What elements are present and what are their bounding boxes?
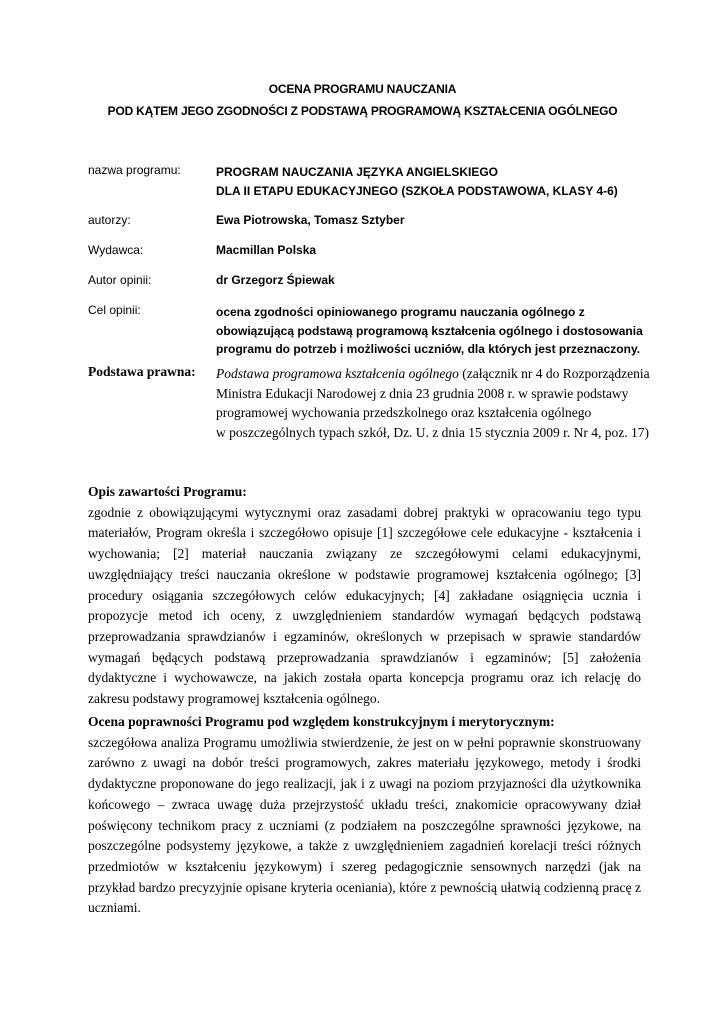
- program-name-line-2: DLA II ETAPU EDUKACYJNEGO (SZKOŁA PODSTAWOWA, KLASY 4-6): [216, 183, 618, 198]
- legal-basis-label: Podstawa prawna:: [88, 364, 196, 379]
- opinion-author-label: Autor opinii:: [88, 273, 152, 287]
- program-name-line-1: PROGRAM NAUCZANIA JĘZYKA ANGIELSKIEGO: [216, 165, 499, 179]
- goal-line-1: ocena zgodności opiniowanego programu nauczania ogólnego z: [216, 305, 585, 319]
- contents-section-body: zgodnie z obowiązującymi wytycznymi oraz zasadami dobrej praktyki w opracowaniu tego typu materiałów, Program określa i szczegółowo opisuje [1] szczegółowe cele edukacyjne - kształcenia i wychowania; [2] materiał nauczania związany ze szczegółowymi celami edukacyjnymi, uwzględniający treści nauczania określone w podstawie programowej kształcenia ogólnego; [3] procedury osiągania szczegółowych celów edukacyjnych; [4] zakładane osiągnięcia ucznia i propozycje metod ich oceny, z uwzględnieniem standardów wymagań będących podstawą przeprowadzania sprawdzianów i egzaminów, określonych w przepisach w sprawie standardów wymagań będących podstawą przeprowadzania sprawdzianów i egzaminów; [5] założenia dydaktyczne i wychowawcze, na jakich została oparta koncepcja programu oraz ich relację do zakresu podstawy programowej kształcenia ogólnego.: [88, 504, 641, 707]
- program-name-label: nazwa programu:: [88, 163, 181, 177]
- authors-label: autorzy:: [88, 213, 131, 227]
- goal-label: Cel opinii:: [88, 303, 141, 317]
- assessment-section-title: Ocena poprawności Programu pod względem konstrukcyjnym i merytorycznym:: [88, 714, 555, 729]
- document-title-line-2: POD KĄTEM JEGO ZGODNOŚCI Z PODSTAWĄ PROGRAMOWĄ KSZTAŁCENIA OGÓLNEGO: [107, 104, 618, 118]
- document-title-line-1: OCENA PROGRAMU NAUCZANIA: [268, 82, 457, 96]
- program-name-value: [216, 163, 618, 200]
- legal-basis-line-1-rest: (załącznik nr 4 do Rozporządzenia: [458, 366, 650, 381]
- assessment-section-body: szczegółowa analiza Programu umożliwia stwierdzenie, że jest on w pełni poprawnie skonstruowany zarówno z uwagi na dobór treści programowych, zakres materiału językowego, metody i środki dydaktyczne proponowane do jego realizacji, jak i z uwagi na poziom przyjazności dla użytkownika końcowego – zwraca uwagę duża przejrzystość układu treści, znakomicie opracowywany dział poświęcony technikom pracy z uczniami (z podziałem na poszczególne sprawności językowe, na poszczególne podsystemy językowe, a także z uwzględnieniem zagadnień korelacji treści różnych przedmiotów w kształceniu językowym) i szereg pedagogicznie sensownych narzędzi (jak na przykład bardzo precyzyjnie opisane kryteria oceniania), które z pewnością ułatwią codzienną pracę z uczniami.: [88, 734, 641, 916]
- legal-basis-value: [216, 364, 650, 442]
- legal-basis-line-2: Ministra Edukacji Narodowej z dnia 23 grudnia 2008 r. w sprawie podstawy: [216, 385, 629, 401]
- legal-basis-line-4: w poszczególnych typach szkół, Dz. U. z dnia 15 stycznia 2009 r. Nr 4, poz. 17): [216, 424, 650, 440]
- goal-value: [216, 303, 643, 359]
- authors-value: Ewa Piotrowska, Tomasz Sztyber: [216, 213, 405, 227]
- opinion-author-value: dr Grzegorz Śpiewak: [216, 273, 335, 287]
- assessment-section: [88, 712, 641, 919]
- goal-line-3: programu do potrzeb i możliwości uczniów, dla których jest przeznaczony.: [216, 342, 641, 356]
- legal-basis-line-1: [216, 364, 650, 384]
- contents-section: [88, 482, 641, 710]
- publisher-value: Macmillan Polska: [216, 243, 317, 257]
- contents-section-title: Opis zawartości Programu:: [88, 484, 247, 499]
- legal-basis-doc-title: Podstawa programowa kształcenia ogólnego: [216, 366, 459, 381]
- legal-basis-line-3: programowej wychowania przedszkolnego oraz kształcenia ogólnego: [216, 405, 592, 420]
- goal-line-2: obowiązującą podstawą programową kształcenia ogólnego i dostosowania: [216, 323, 643, 338]
- publisher-label: Wydawca:: [88, 243, 144, 257]
